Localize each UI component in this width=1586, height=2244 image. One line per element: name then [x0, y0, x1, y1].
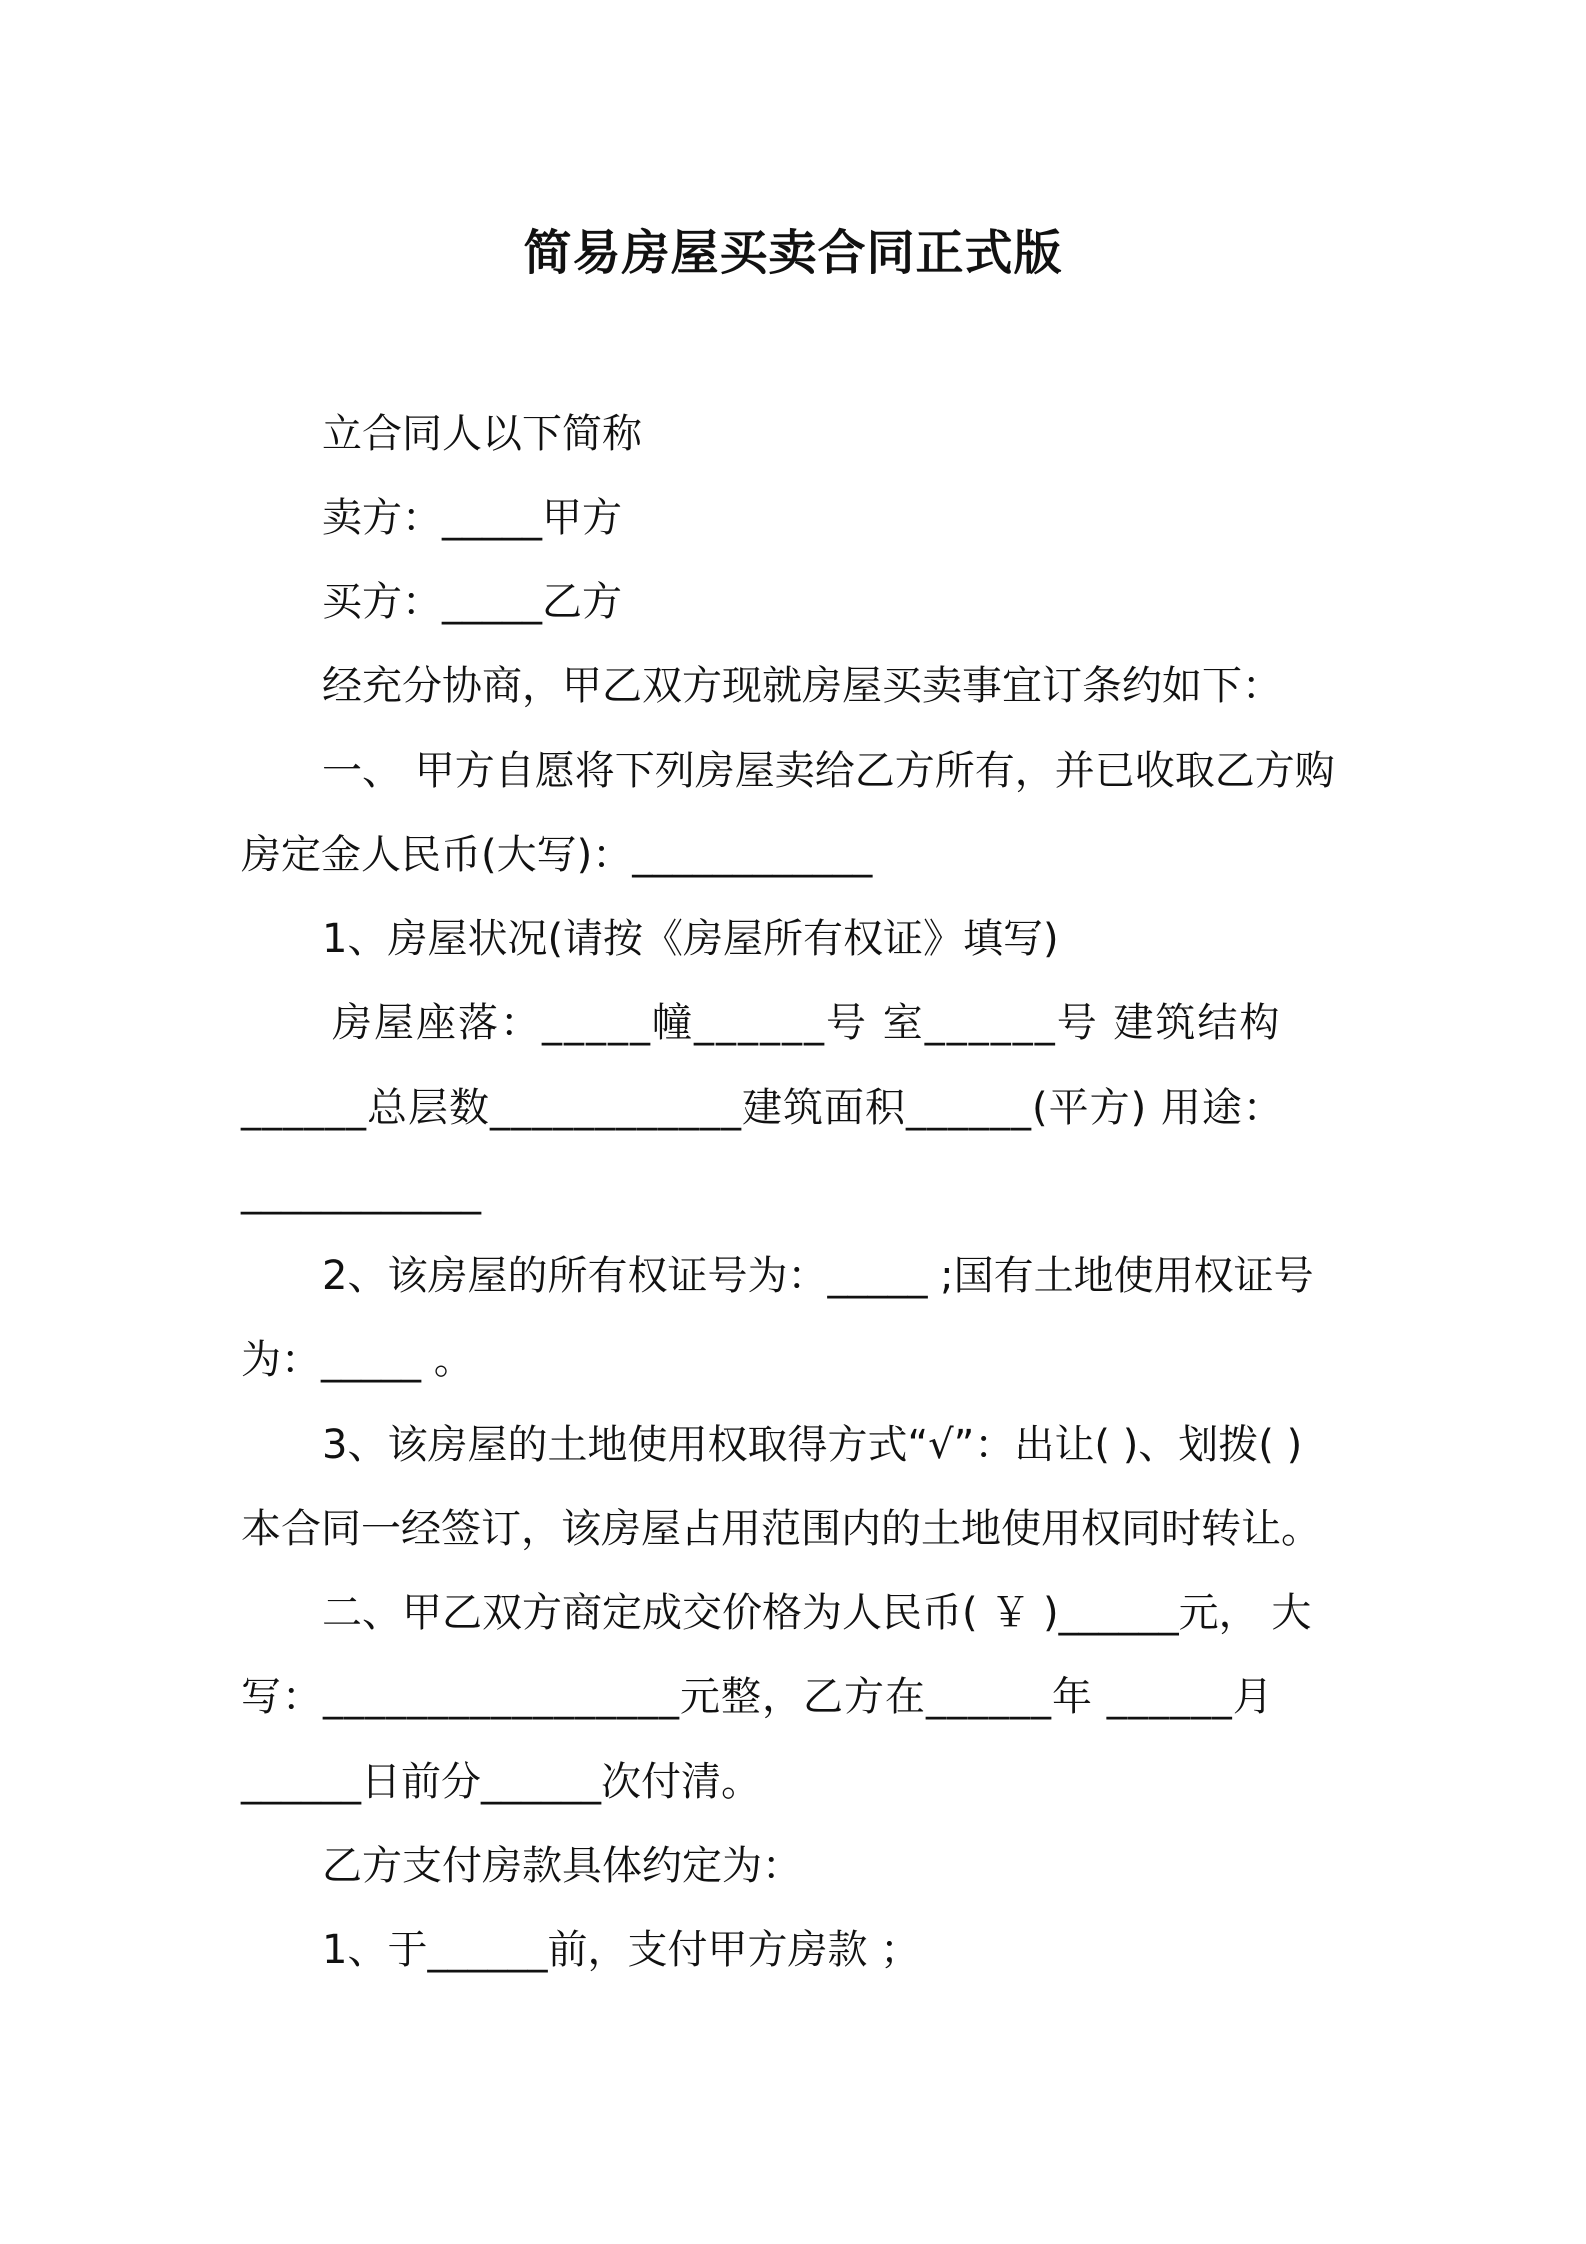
payment-term-1: 1、于______前，支付甲方房款 ； [322, 1927, 921, 1973]
clause-1-3-cont: 本合同一经签订，该房屋占用范围内的土地使用权同时转让。 [241, 1506, 1321, 1552]
agreement-intro: 经充分协商，甲乙双方现就房屋买卖事宜订条约如下： [322, 663, 1282, 709]
seller-line: 卖方：_____甲方 [322, 495, 622, 541]
house-floors-area-line: ______总层数____________建筑面积______(平方) 用途： [241, 1085, 1284, 1131]
clause-2-amount: 写：_________________元整，乙方在______年 ______月 [241, 1674, 1274, 1720]
house-location-line: 房屋座落：_____幢______号 室______号 建筑结构 [332, 1000, 1282, 1046]
clause-1-2-cont: 为：_____ 。 [241, 1337, 474, 1383]
clause-1-1-heading: 1、房屋状况(请按《房屋所有权证》填写) [322, 916, 1059, 962]
parties-intro: 立合同人以下简称 [322, 411, 642, 457]
clause-1-text: 一、 甲方自愿将下列房屋卖给乙方所有，并已收取乙方购 [322, 748, 1335, 794]
house-usage-blank: ____________ [241, 1169, 481, 1215]
buyer-line: 买方：_____乙方 [322, 579, 622, 625]
clause-1-deposit: 房定金人民币(大写)：____________ [241, 832, 873, 878]
document-title: 简易房屋买卖合同正式版 [523, 225, 1063, 281]
clause-1-3-text: 3、该房屋的土地使用权取得方式“√”：出让( )、划拨( ) [322, 1422, 1303, 1468]
clause-2-text: 二、甲乙双方商定成交价格为人民币( ￥ )______元， 大 [322, 1590, 1312, 1636]
clause-1-2-text: 2、该房屋的所有权证号为：_____ ;国有土地使用权证号 [322, 1253, 1314, 1299]
clause-2-installments: ______日前分______次付清。 [241, 1759, 761, 1805]
payment-terms-heading: 乙方支付房款具体约定为： [322, 1843, 802, 1889]
